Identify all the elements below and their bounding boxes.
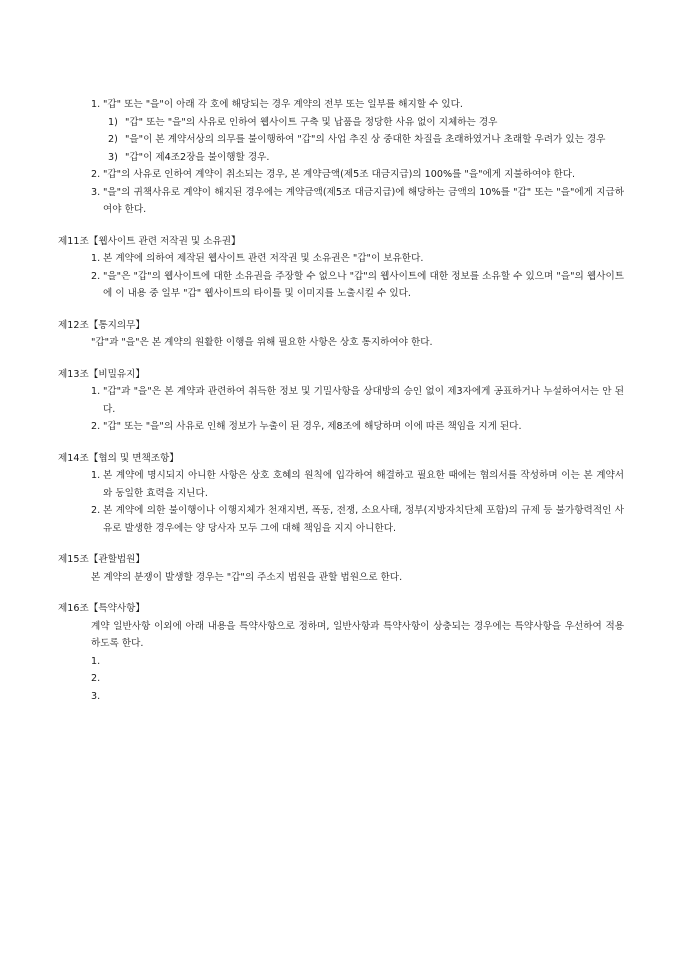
item-number: 1. (91, 470, 101, 481)
article-title: 제13조【비밀유지】 (58, 368, 146, 380)
art13-item-2 (91, 418, 624, 436)
article-16 (58, 600, 624, 705)
article-15 (58, 551, 624, 586)
item-text: "을"의 귀책사유로 계약이 해지된 경우에는 계약금액(제5조 대금지급)에 해당하는 금액의 10%를 "갑" 또는 "을"에게 지급하여야 한다. (103, 186, 624, 215)
item-text: 본 계약에 의한 불이행이나 이행지체가 천재지변, 폭동, 전쟁, 소요사태, 정부(지방자치단체 포함)의 규제 등 불가항력적인 사유로 발생한 경우에는 양 당사자 모두 그에 대해 책임을 지지 아니한다. (103, 505, 624, 534)
item-text: 본 계약에 명시되지 아니한 사항은 상호 호혜의 원칙에 입각하여 해결하고 필요한 때에는 협의서를 작성하며 이는 본 계약서와 동일한 효력을 지닌다. (103, 470, 624, 499)
subitem-number: 2) (108, 134, 118, 145)
item-text: "을"은 "갑"의 웹사이트에 대한 소유권을 주장할 수 없으나 "갑"의 웹사이트에 대한 정보를 소유할 수 있으며 "을"의 웹사이트에 이 내용 중 일부 "갑" 웹사이트의 타이틀 및 이미지를 노출시킬 수 있다. (103, 270, 624, 299)
item-text: 본 계약에 의하여 제작된 웹사이트 관련 저작권 및 소유권은 "갑"이 보유한다. (103, 253, 424, 264)
item-number: 1. (91, 99, 101, 110)
item-number: 2. (91, 169, 101, 180)
art10-subitem-3 (108, 149, 624, 167)
item-text: "갑"의 사유로 인하여 계약이 취소되는 경우, 본 계약금액(제5조 대금지급)의 100%를 "을"에게 지불하여야 한다. (103, 169, 576, 180)
article-text: 계약 일반사항 이외에 아래 내용을 특약사항으로 정하며, 일반사항과 특약사항이 상충되는 경우에는 특약사항을 우선하여 적용하도록 한다. (91, 620, 624, 649)
item-text: "갑"과 "을"은 본 계약과 관련하여 취득한 정보 및 기밀사항을 상대방의 승인 없이 제3자에게 공표하거나 누설하여서는 안 된다. (103, 386, 624, 415)
item-text: "갑" 또는 "을"의 사유로 인해 정보가 누출이 된 경우, 제8조에 해당하며 이에 따른 책임을 지게 된다. (103, 421, 522, 432)
article-title: 제14조【협의 및 면책조항】 (58, 452, 179, 464)
item-number: 2. (91, 505, 101, 516)
art14-item-2 (91, 502, 624, 537)
art11-item-1 (91, 250, 624, 268)
article-title: 제11조【웹사이트 관련 저작권 및 소유권】 (58, 235, 241, 247)
article-12 (58, 317, 624, 352)
blank-item-2: 2. (91, 673, 101, 684)
art13-item-1 (91, 383, 624, 418)
article-11 (58, 233, 624, 303)
art10-subitem-1 (108, 114, 624, 132)
subitem-text: "갑" 또는 "을"의 사유로 인하여 웹사이트 구축 및 납품을 정당한 사유 없이 지체하는 경우 (125, 116, 498, 128)
article-text: "갑"과 "을"은 본 계약의 원활한 이행을 위해 필요한 사항은 상호 통지하여야 한다. (91, 337, 433, 348)
article-10-items (58, 96, 624, 219)
article-title: 제16조【특약사항】 (58, 603, 146, 614)
art10-subitem-2 (108, 131, 624, 149)
art10-item-1 (91, 96, 624, 114)
article-13 (58, 366, 624, 436)
item-number: 1. (91, 253, 101, 264)
art14-item-1 (91, 467, 624, 502)
article-title: 제15조【관할법원】 (58, 554, 146, 565)
subitem-text: "갑"이 제4조2장을 불이행할 경우. (125, 151, 270, 163)
blank-item-1: 1. (91, 655, 101, 667)
item-number: 2. (91, 270, 101, 282)
article-text: 본 계약의 분쟁이 발생할 경우는 "갑"의 주소지 법원을 관할 법원으로 한다. (91, 571, 403, 583)
item-number: 3. (91, 186, 101, 198)
item-number: 1. (91, 386, 101, 397)
art11-item-2 (91, 268, 624, 303)
subitem-number: 1) (108, 116, 118, 128)
item-number: 2. (91, 421, 101, 432)
art10-item-3 (91, 184, 624, 219)
item-text: "갑" 또는 "을"이 아래 각 호에 해당되는 경우 계약의 전부 또는 일부를 해지할 수 있다. (103, 99, 463, 110)
subitem-text: "을"이 본 계약서상의 의무를 불이행하여 "갑"의 사업 추진 상 중대한 차질을 초래하였거나 초래할 우려가 있는 경우 (125, 134, 606, 145)
subitem-number: 3) (108, 151, 118, 163)
blank-item-3: 3. (91, 690, 101, 702)
article-14 (58, 450, 624, 538)
art10-item-2 (91, 166, 624, 184)
article-title: 제12조【통지의무】 (58, 319, 146, 331)
